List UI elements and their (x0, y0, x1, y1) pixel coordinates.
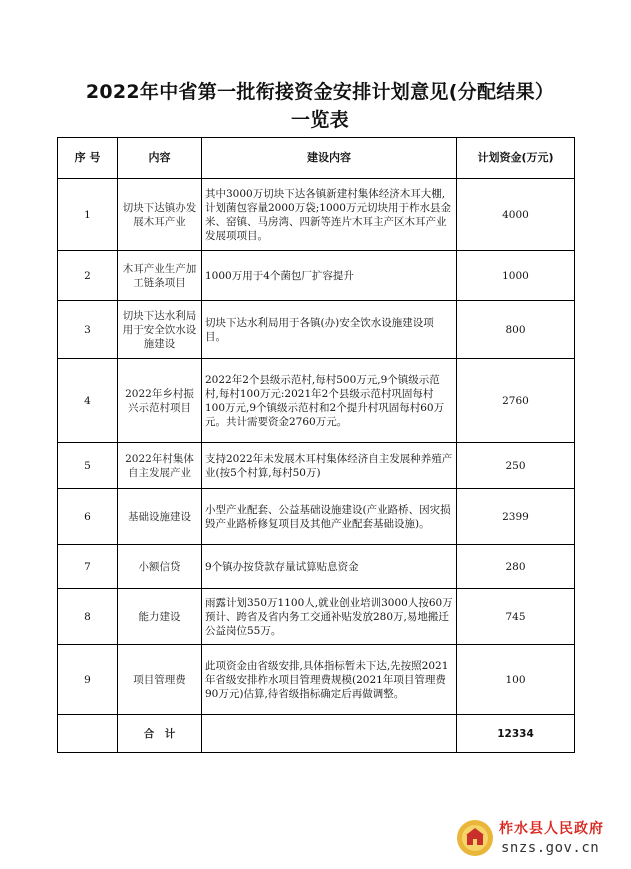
government-emblem-icon (455, 818, 495, 858)
row-detail: 9个镇办按贷款存量试算贴息资金 (202, 545, 457, 589)
row-seq: 6 (58, 489, 118, 545)
row-name: 小额信贷 (118, 545, 202, 589)
title-line-2: 一览表 (291, 109, 349, 131)
table-row (58, 179, 575, 251)
table-row (58, 301, 575, 359)
header-name: 内容 (118, 138, 202, 179)
row-seq: 4 (58, 359, 118, 443)
row-name: 2022年乡村振兴示范村项目 (118, 359, 202, 443)
row-name: 项目管理费 (118, 645, 202, 715)
header-amount: 计划资金(万元) (457, 138, 575, 179)
table-header-row (58, 138, 575, 179)
table-row (58, 589, 575, 645)
row-detail: 雨露计划350万1100人,就业创业培训3000人按60万预计、跨省及省内务工交通补贴发放280万,易地搬迁公益岗位55万。 (202, 589, 457, 645)
row-amount: 250 (457, 443, 575, 489)
row-seq: 1 (58, 179, 118, 251)
row-name: 切块下达镇办发展木耳产业 (118, 179, 202, 251)
row-name: 能力建设 (118, 589, 202, 645)
row-seq: 9 (58, 645, 118, 715)
row-detail: 切块下达水利局用于各镇(办)安全饮水设施建设项目。 (202, 301, 457, 359)
row-detail: 1000万用于4个菌包厂扩容提升 (202, 251, 457, 301)
document-title (40, 78, 600, 134)
row-amount: 280 (457, 545, 575, 589)
total-amount: 12334 (457, 715, 575, 753)
row-name: 切块下达水利局用于安全饮水设施建设 (118, 301, 202, 359)
header-detail: 建设内容 (202, 138, 457, 179)
watermark-site-url: snzs.gov.cn (501, 840, 600, 856)
row-detail: 其中3000万切块下达各镇新建村集体经济木耳大棚,计划菌包容量2000万袋;1000万元切块用于柞水县金米、窑镇、马房湾、四新等连片木耳主产区木耳产业发展项项目。 (202, 179, 457, 251)
row-detail: 小型产业配套、公益基础设施建设(产业路桥、因灾损毁产业路桥修复项目及其他产业配套基础设施)。 (202, 489, 457, 545)
row-seq: 2 (58, 251, 118, 301)
total-label: 合 计 (118, 715, 202, 753)
table-row (58, 359, 575, 443)
row-detail: 支持2022年未发展木耳村集体经济自主发展种养殖产业(按5个村算,每村50万) (202, 443, 457, 489)
title-line-1: 2022年中省第一批衔接资金安排计划意见(分配结果） (85, 81, 555, 103)
table-row (58, 443, 575, 489)
row-amount: 4000 (457, 179, 575, 251)
row-seq: 5 (58, 443, 118, 489)
row-detail: 此项资金由省级安排,具体指标暂未下达,先按照2021年省级安排柞水项目管理费规模(2021年项目管理费90万元)估算,待省级指标确定后再做调整。 (202, 645, 457, 715)
table-row (58, 489, 575, 545)
row-amount: 100 (457, 645, 575, 715)
allocation-table (57, 137, 575, 753)
row-amount: 2399 (457, 489, 575, 545)
row-seq: 8 (58, 589, 118, 645)
row-detail: 2022年2个县级示范村,每村500万元,9个镇级示范村,每村100万元:2021年2个县级示范村巩固每村100万元,9个镇级示范村和2个提升村巩固每村60万元。共计需要资金2760万元。 (202, 359, 457, 443)
row-amount: 745 (457, 589, 575, 645)
total-row (58, 715, 575, 753)
table-row (58, 251, 575, 301)
table-row (58, 545, 575, 589)
row-seq: 7 (58, 545, 118, 589)
row-amount: 1000 (457, 251, 575, 301)
row-amount: 2760 (457, 359, 575, 443)
watermark-site-name: 柞水县人民政府 (499, 821, 604, 837)
header-seq: 序 号 (58, 138, 118, 179)
row-seq: 3 (58, 301, 118, 359)
row-amount: 800 (457, 301, 575, 359)
table-row (58, 645, 575, 715)
row-name: 2022年村集体自主发展产业 (118, 443, 202, 489)
row-name: 木耳产业生产加工链条项目 (118, 251, 202, 301)
row-name: 基础设施建设 (118, 489, 202, 545)
site-watermark (455, 812, 625, 864)
